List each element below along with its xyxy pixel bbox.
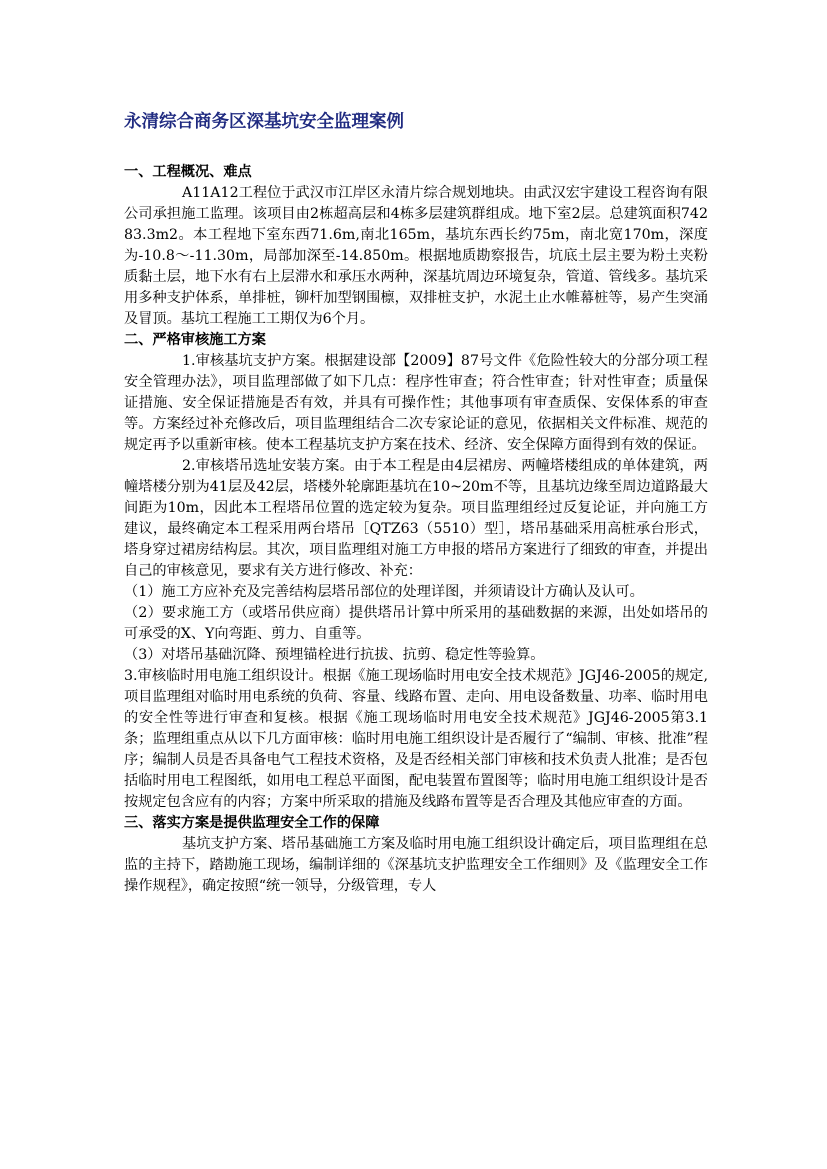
paragraph-review-crane: 2.审核塔吊选址安装方案。由于本工程是由4层裙房、两幢塔楼组成的单体建筑，两幢塔楼分别为41层及42层，塔楼外轮廓距基坑在10~20m不等，且基坑边缘至周边道路最大间距为10m，因此本工程塔吊位置的选定较为复杂。项目监理组经过反复论证，并向施工方建议，最终确定本工程采用两台塔吊［QTZ63（5510）型］，塔吊基础采用高桩承台形式，塔身穿过裙房结构层。其次，项目监理组对施工方申报的塔吊方案进行了细致的审查，并提出自己的审核意见，要求有关方进行修改、补充： bbox=[124, 458, 708, 579]
section-heading-implementation: 三、落实方案是提供监理安全工作的保障 bbox=[124, 815, 380, 831]
paragraph-overview: A11A12工程位于武汉市江岸区永清片综合规划地块。由武汉宏宇建设工程咨询有限公司承担施工监理。该项目由2栋超高层和4栋多层建筑群组成。地下室2层。总建筑面积74283.3m2。本工程地下室东西71.6m,南北165m，基坑东西长约75m，南北宽170m，深度为-10.8～-11.30m，局部加深至-14.850m。根据地质勘察报告，坑底土层主要为粉土夹粉质黏土层，地下水有右上层滞水和承压水两种，深基坑周边环境复杂，管道、管线多。基坑采用多种支护体系，单排桩，铆杆加型钢围檩，双排桩支护，水泥土止水帷幕桩等，易产生突涌及冒顶。基坑工程施工工期仅为6个月。 bbox=[124, 185, 708, 327]
paragraph-review-support: 1.审核基坑支护方案。根据建设部【2009】87号文件《危险性较大的分部分项工程安全管理办法》，项目监理部做了如下几点：程序性审查；符合性审查；针对性审查；质量保证措施、安全保证措施是否有效，并具有可操作性；其他事项有审查质保、安保体系的审查等。方案经过补充修改后，项目监理组结合二次专家论证的意见，依据相关文件标准、规范的规定再予以重新审核。使本工程基坑支护方案在技术、经济、安全保障方面得到有效的保证。 bbox=[124, 353, 708, 453]
list-item-crane-1: （1）施工方应补充及完善结构层塔吊部位的处理详图，并须请设计方确认及认可。 bbox=[124, 584, 644, 600]
list-item-crane-2: （2）要求施工方（或塔吊供应商）提供塔吊计算中所采用的基础数据的来源，出处如塔吊的可承受的X、Y向弯距、剪力、自重等。 bbox=[124, 605, 708, 642]
list-item-crane-3: （3）对塔吊基础沉降、预埋锚栓进行抗拔、抗剪、稳定性等验算。 bbox=[124, 647, 545, 663]
document-title: 永清综合商务区深基坑安全监理案例 bbox=[124, 112, 404, 132]
section-heading-review: 二、严格审核施工方案 bbox=[124, 332, 266, 348]
paragraph-review-electric: 3.审核临时用电施工组织设计。根据《施工现场临时用电安全技术规范》JGJ46-2005的规定,项目监理组对临时用电系统的负荷、容量、线路布置、走向、用电设备数量、功率、临时用电的安全性等进行审查和复核。根据《施工现场临时用电安全技术规范》JGJ46-2005第3.1条；监理组重点从以下几方面审核：临时用电施工组织设计是否履行了“编制、审核、批准”程序；编制人员是否具备电气工程技术资格，及是否经相关部门审核和技术负责人批准；是否包括临时用电工程图纸，如用电工程总平面图，配电装置布置图等；临时用电施工组织设计是否按规定包含应有的内容；方案中所采取的措施及线路布置等是否合理及其他应审查的方面。 bbox=[124, 668, 708, 810]
section-heading-overview: 一、工程概况、难点 bbox=[124, 164, 252, 180]
document-body bbox=[124, 162, 708, 897]
paragraph-implementation: 基坑支护方案、塔吊基础施工方案及临时用电施工组织设计确定后，项目监理组在总监的主持下，踏勘施工现场，编制详细的《深基坑支护监理安全工作细则》及《监理安全工作操作规程》，确定按照“统一领导，分级管理，专人 bbox=[124, 836, 708, 894]
